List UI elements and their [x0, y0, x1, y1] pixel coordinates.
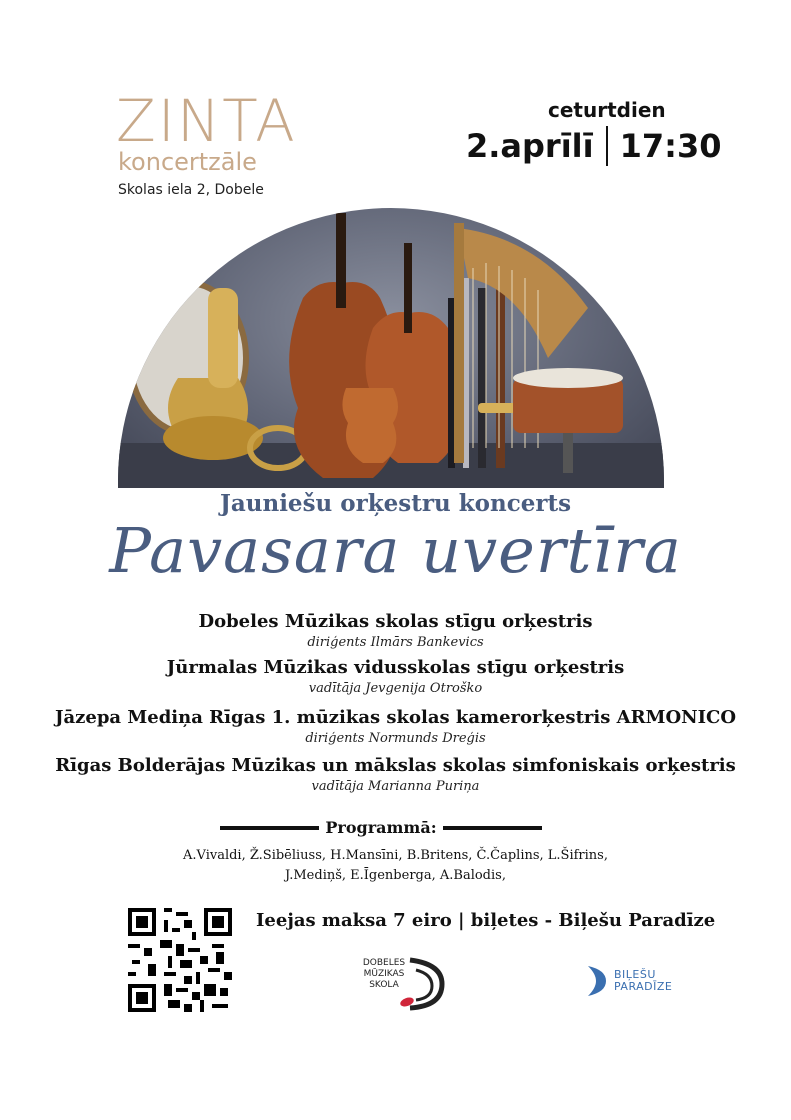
orchestra-conductor: vadītāja Jevgenija Otroško [308, 681, 483, 696]
composer-line: J.Mediņš, E.Īgenberga, A.Balodis, [285, 868, 506, 883]
program-heading [220, 818, 542, 837]
event-date: 2.aprīlī [466, 127, 594, 165]
bp-line: BIĻEŠU [614, 968, 656, 981]
school-line: SKOLA [369, 980, 399, 990]
heading-rule-left [220, 826, 319, 830]
orchestra-entry [0, 656, 791, 698]
orchestra-entry [0, 610, 791, 652]
bp-line: PARADĪZE [614, 980, 673, 993]
orchestra-name: Dobeles Mūzikas skolas stīgu orķestris [198, 611, 593, 632]
venue-subtitle: koncertzāle [118, 148, 257, 176]
orchestra-conductor: diriģents Normunds Dreģis [305, 731, 486, 746]
venue-address: Skolas iela 2, Dobele [118, 182, 264, 198]
ticket-info: Ieejas maksa 7 eiro | biļetes - Biļešu Paradīze [256, 910, 716, 931]
event-title: Pavasara uvertīra [109, 514, 682, 587]
orchestra-name: Jūrmalas Mūzikas vidusskolas stīgu orķestris [166, 657, 625, 678]
composer-line: A.Vivaldi, Ž.Sibēliuss, H.Mansīni, B.Britens, Č.Čaplins, L.Šifrins, [183, 848, 608, 863]
school-line: MŪZIKAS [363, 969, 405, 979]
venue-logo-text: ZINTA [116, 87, 297, 155]
event-day: ceturtdien [548, 98, 666, 122]
event-subtitle: Jauniešu orķestru koncerts [219, 490, 572, 517]
ticket-vendor-logo [584, 964, 672, 998]
bp-logo-text [614, 969, 672, 993]
orchestra-conductor: diriģents Ilmārs Bankevics [307, 635, 484, 650]
event-time: 17:30 [619, 127, 722, 165]
heading-rule-right [443, 826, 542, 830]
instruments-illustration [118, 208, 664, 488]
event-datetime [466, 126, 721, 166]
composer-list [0, 846, 791, 886]
music-school-logo-text [360, 958, 408, 991]
program-label: Programmā: [325, 818, 437, 837]
orchestra-name: Rīgas Bolderājas Mūzikas un mākslas skolas simfoniskais orķestris [55, 755, 736, 776]
orchestra-conductor: vadītāja Marianna Puriņa [311, 779, 480, 794]
datetime-divider [606, 126, 608, 166]
school-line: DOBELES [362, 958, 406, 968]
qr-code[interactable] [128, 908, 232, 1012]
instruments-photo [118, 208, 664, 488]
orchestra-entry [0, 706, 791, 748]
orchestra-entry [0, 754, 791, 796]
bp-logo-icon [584, 964, 610, 998]
orchestra-name: Jāzepa Mediņa Rīgas 1. mūzikas skolas kamerorķestris ARMONICO [54, 707, 737, 728]
